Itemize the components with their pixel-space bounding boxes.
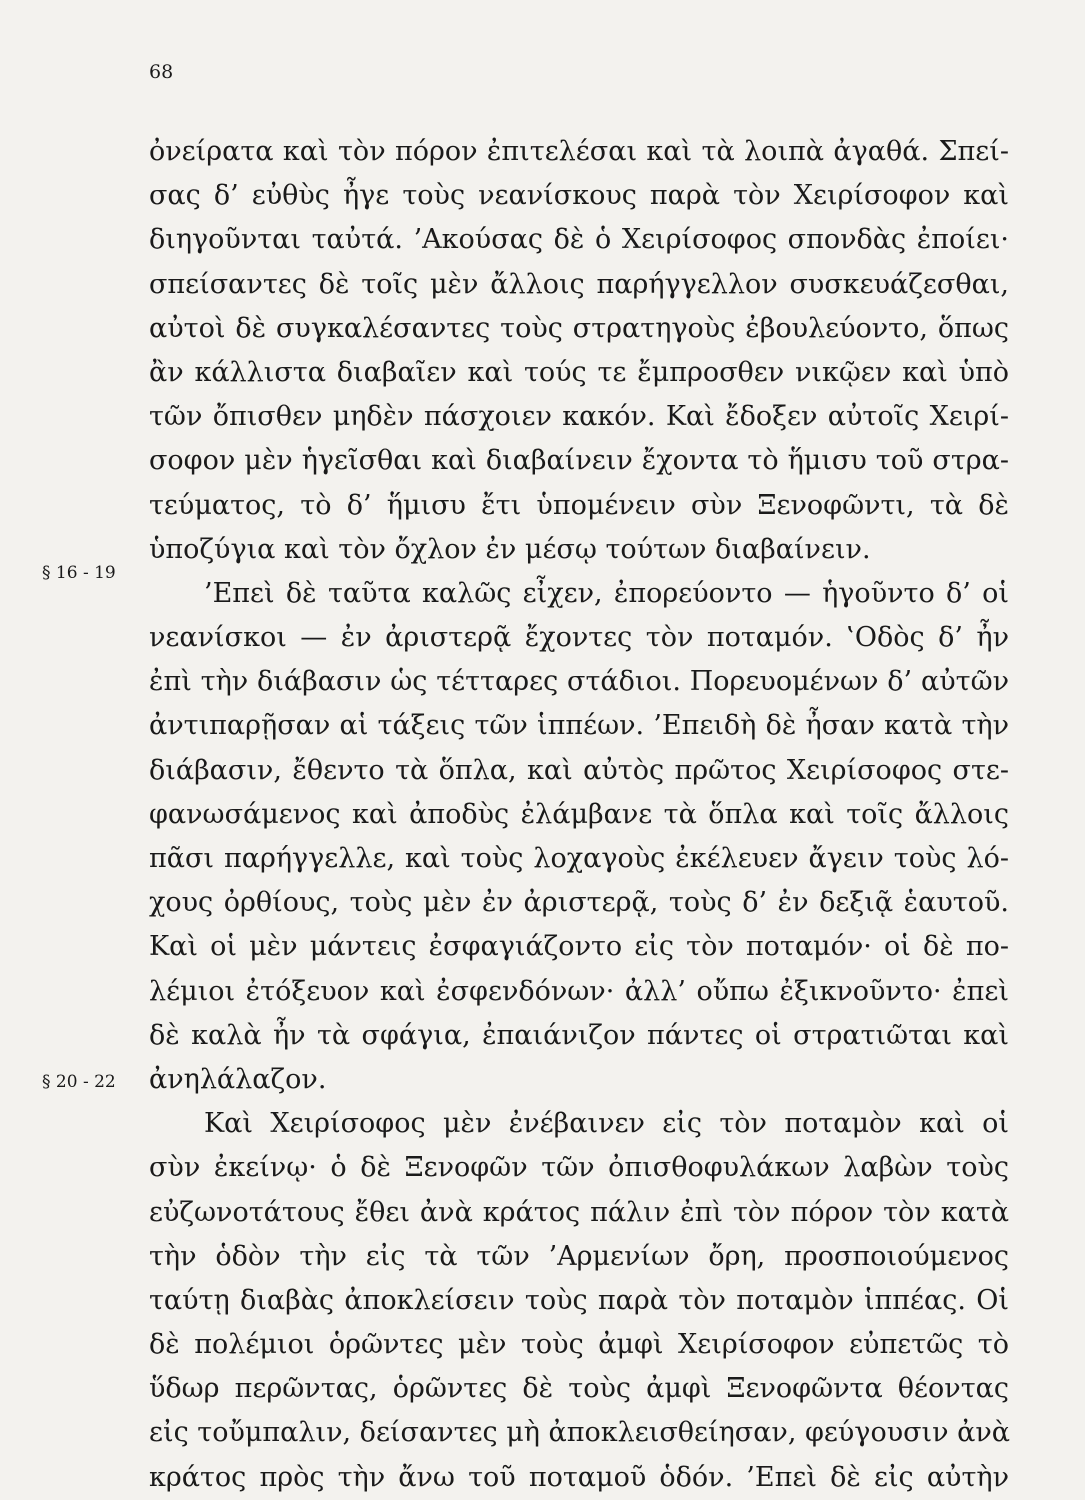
text-line: δὲ πολέμιοι ὁρῶντες μὲν τοὺς ἀμφὶ Χειρίσοφον εὐπετῶς τὸ: [149, 1329, 1009, 1361]
paragraph-start-line: ’Επεὶ δὲ ταῦτα καλῶς εἶχεν, ἐπορεύοντο — ἡγοῦντο δ’ οἱ: [204, 577, 1009, 609]
text-line: κράτος πρὸς τὴν ἄνω τοῦ ποταμοῦ ὁδόν. ’Επεὶ δὲ εἰς αὐτὴν: [149, 1461, 1009, 1493]
text-line: πᾶσι παρήγγελλε, καὶ τοὺς λοχαγοὺς ἐκέλευεν ἄγειν τοὺς λό-: [149, 843, 1009, 874]
text-line: αὐτοὶ δὲ συγκαλέσαντες τοὺς στρατηγοὺς ἐβουλεύοντο, ὅπως: [149, 312, 1009, 344]
text-line: φανωσάμενος καὶ ἀποδὺς ἐλάμβανε τὰ ὅπλα καὶ τοῖς ἄλλοις: [149, 798, 1009, 830]
text-line: τεύματος, τὸ δ’ ἥμισυ ἔτι ὑπομένειν σὺν Ξενοφῶντι, τὰ δὲ: [149, 489, 1009, 521]
text-line: ὑποζύγια καὶ τὸν ὄχλον ἐν μέσῳ τούτων διαβαίνειν.: [149, 533, 871, 565]
text-line: ταύτῃ διαβὰς ἀποκλείσειν τοὺς παρὰ τὸν ποταμὸν ἱππέας. Οἱ: [149, 1284, 1009, 1316]
text-line: ἂν κάλλιστα διαβαῖεν καὶ τούς τε ἔμπροσθεν νικῷεν καὶ ὑπὸ: [149, 356, 1009, 388]
page-number: 68: [149, 61, 174, 83]
text-line: διάβασιν, ἔθεντο τὰ ὅπλα, καὶ αὐτὸς πρῶτος Χειρίσοφος στε-: [149, 754, 1009, 786]
text-line: νεανίσκοι — ἐν ἀριστερᾷ ἔχοντες τὸν ποταμόν. ‛Οδὸς δ’ ἦν: [149, 622, 1009, 654]
text-line: τὴν ὁδὸν τὴν εἰς τὰ τῶν ’Αρμενίων ὄρη, προσποιούμενος: [149, 1240, 1009, 1272]
text-line: ὕδωρ περῶντας, ὁρῶντες δὲ τοὺς ἀμφὶ Ξενοφῶντα θέοντας: [149, 1373, 1009, 1405]
text-line: ἀνηλάλαζον.: [149, 1063, 327, 1095]
text-line: σας δ’ εὐθὺς ἦγε τοὺς νεανίσκους παρὰ τὸν Χειρίσοφον καὶ: [149, 180, 1009, 212]
text-line: χους ὀρθίους, τοὺς μὲν ἐν ἀριστερᾷ, τοὺς δ’ ἐν δεξιᾷ ἑαυτοῦ.: [149, 887, 1009, 919]
text-line: σὺν ἐκείνῳ· ὁ δὲ Ξενοφῶν τῶν ὀπισθοφυλάκων λαβὼν τοὺς: [149, 1152, 1009, 1184]
text-line: λέμιοι ἐτόξευον καὶ ἐσφενδόνων· ἀλλ’ οὔπω ἐξικνοῦντο· ἐπεὶ: [149, 975, 1009, 1007]
text-line: διηγοῦνται ταὐτά. ’Ακούσας δὲ ὁ Χειρίσοφος σπονδὰς ἐποίει·: [149, 224, 1009, 256]
text-line: ἐπὶ τὴν διάβασιν ὡς τέτταρες στάδιοι. Πορευομένων δ’ αὐτῶν: [149, 666, 1009, 698]
paragraph-start-line: Καὶ Χειρίσοφος μὲν ἐνέβαινεν εἰς τὸν ποταμὸν καὶ οἱ: [204, 1108, 1009, 1140]
text-line: εἰς τοὔμπαλιν, δείσαντες μὴ ἀποκλεισθείησαν, φεύγουσιν ἀνὰ: [149, 1417, 1011, 1449]
text-body: [149, 130, 1009, 1500]
text-line: δὲ καλὰ ἦν τὰ σφάγια, ἐπαιάνιζον πάντες οἱ στρατιῶται καὶ: [149, 1019, 1009, 1051]
text-line: τῶν ὄπισθεν μηδὲν πάσχοιεν κακόν. Καὶ ἔδοξεν αὐτοῖς Χειρί-: [149, 401, 1009, 433]
text-line: ὀνείρατα καὶ τὸν πόρον ἐπιτελέσαι καὶ τὰ λοιπὰ ἀγαθά. Σπεί-: [149, 136, 1009, 167]
text-line: Καὶ οἱ μὲν μάντεις ἐσφαγιάζοντο εἰς τὸν ποταμόν· οἱ δὲ πο-: [149, 931, 1009, 963]
text-line: σοφον μὲν ἡγεῖσθαι καὶ διαβαίνειν ἔχοντα τὸ ἥμισυ τοῦ στρα-: [149, 445, 1009, 477]
text-line: σπείσαντες δὲ τοῖς μὲν ἄλλοις παρήγγελλον συσκευάζεσθαι,: [149, 268, 1009, 300]
text-line: εὐζωνοτάτους ἔθει ἀνὰ κράτος πάλιν ἐπὶ τὸν πόρον τὸν κατὰ: [149, 1196, 1009, 1228]
section-marker-16-19: § 16 - 19: [42, 563, 116, 583]
section-marker-20-22: § 20 - 22: [42, 1072, 116, 1092]
text-line: ἀντιπαρῇσαν αἱ τάξεις τῶν ἱππέων. ’Επειδὴ δὲ ἦσαν κατὰ τὴν: [149, 710, 1009, 742]
